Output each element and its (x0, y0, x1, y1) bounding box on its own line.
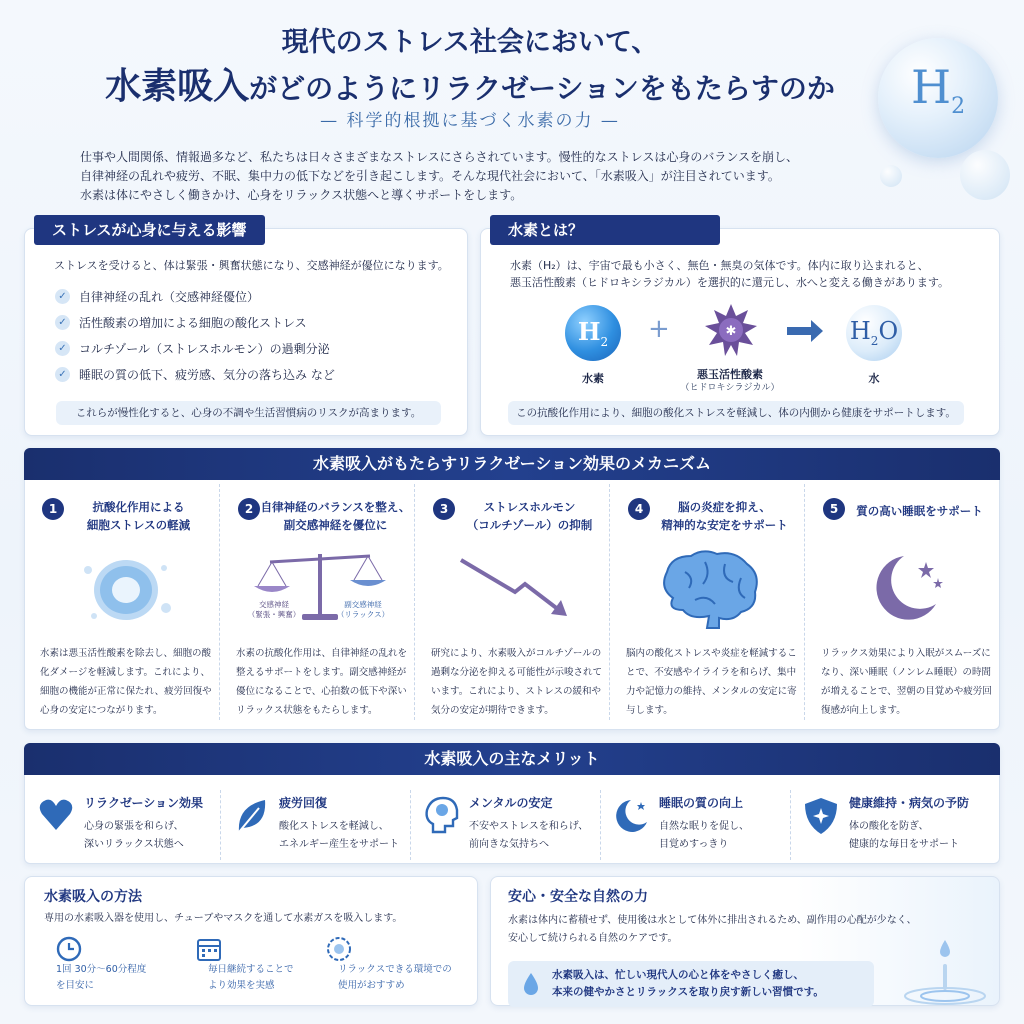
hydrogen-label: 水素 (582, 372, 604, 385)
method-lead: 専用の水素吸入器を使用し、チューブやマスクを通して水素ガスを吸入します。 (44, 913, 403, 924)
mechanism-title: 脳の炎症を抑え、 精神的な安定をサポート (661, 500, 788, 532)
mechanism-item-4 (609, 484, 804, 720)
hydrogen-card-title: 水素とは？ (490, 215, 720, 245)
hydrogen-lead-line: 水素（H₂）は、宇宙で最も小さく、無色・無臭の気体です。体内に取り込まれると、 (510, 259, 929, 272)
head-brain-icon (423, 796, 459, 836)
method-text: リラックスできる環境での 使用がおすすめ (338, 964, 452, 991)
bubble-decoration (960, 150, 1010, 200)
list-item: ✓ 自律神経の乱れ（交感神経優位） (55, 283, 335, 309)
title-emphasis: 水素吸入 (105, 65, 250, 107)
mechanism-body: 水素は悪玉活性酸素を除去し、細胞の酸化ダメージを軽減します。これにより、細胞の機能が正常に保たれ、疲労回復や心身の安定につながります。 (40, 648, 212, 716)
mechanism-item-5 (804, 484, 1000, 720)
method-item (50, 934, 188, 994)
radical-sublabel: （ヒドロキシラジカル） (680, 383, 780, 393)
mechanism-band-title: 水素吸入がもたらすリラクゼーション効果のメカニズム (24, 448, 1000, 480)
bubble-decoration (880, 165, 902, 187)
method-text: 毎日継続することで より効果を実感 (208, 964, 294, 991)
check-icon: ✓ (55, 341, 70, 356)
stress-lead: ストレスを受けると、体は緊張・興奮状態になり、交感神経が優位になります。 (54, 259, 449, 272)
water-molecule-icon: $H_2O$ (846, 305, 902, 361)
arrow-right-icon (785, 318, 825, 344)
h2-bubble-icon (878, 38, 998, 158)
moon-stars-icon (860, 548, 950, 628)
down-trend-arrow-icon (455, 554, 575, 624)
clock-icon (56, 936, 82, 962)
merit-body: 不安やストレスを和らげ、 前向きな気持ちへ (469, 821, 589, 850)
water-label: 水 (868, 372, 880, 385)
merit-body: 自然な眠りを促し、 目覚めすっきり (659, 821, 749, 850)
relax-icon (326, 936, 352, 962)
svg-text:✱: ✱ (725, 324, 737, 339)
intro-line: 水素は体にやさしく働きかけ、心身をリラックス状態へと導くサポートをします。 (80, 188, 523, 202)
list-item: ✓ コルチゾール（ストレスホルモン）の過剰分泌 (55, 335, 335, 361)
mechanism-title: 質の高い睡眠をサポート (856, 504, 983, 518)
calendar-icon (196, 936, 222, 962)
merits-band-title: 水素吸入の主なメリット (24, 743, 1000, 775)
method-title: 水素吸入の方法 (44, 889, 142, 905)
safety-note-text (552, 967, 824, 1001)
intro-line: 仕事や人間関係、情報過多など、私たちは日々さまざまなストレスにさらされています。慢性的なストレスは心身のバランスを崩し、 (80, 150, 798, 164)
step-number: 1 (42, 498, 64, 520)
mechanism-item-1 (24, 484, 219, 720)
hydrogen-note: この抗酸化作用により、細胞の酸化ストレスを軽減し、体の内側から健康をサポートします。 (508, 401, 964, 425)
merit-item (220, 790, 410, 860)
merit-body: 酸化ストレスを軽減し、 エネルギー産生をサポート (279, 821, 399, 850)
brain-icon (655, 548, 765, 632)
mechanism-title: ストレスホルモン （コルチゾール）の抑制 (466, 500, 593, 532)
safety-note (508, 961, 874, 1007)
header (0, 0, 1024, 210)
step-number: 2 (238, 498, 260, 520)
radical-icon (703, 302, 759, 358)
water-splash-icon (900, 930, 990, 1010)
plus-icon: + (648, 314, 670, 344)
mechanism-item-3 (414, 484, 609, 720)
hydrogen-molecule-icon: $H_2$ (565, 305, 621, 361)
merit-body: 心身の緊張を和らげ、 深いリラックス状態へ (84, 821, 184, 850)
title-line1: 現代のストレス社会において、 (281, 27, 659, 58)
mechanism-body: 研究により、水素吸入がコルチゾールの過剰な分泌を抑える可能性が示唆されています。これにより、ストレスの緩和や気分の安定が期待できます。 (431, 648, 603, 716)
step-number: 3 (433, 498, 455, 520)
intro-text (80, 148, 870, 205)
check-icon: ✓ (55, 315, 70, 330)
cell-shield-icon (76, 550, 176, 630)
title-rest: がどのようにリラクゼーションをもたらすのか (249, 72, 835, 105)
safety-lead: 水素は体内に蓄積せず、使用後は水として体外に排出されるため、副作用の心配が少なく、 安心して続けられる自然のケアです。 (508, 915, 917, 944)
shield-icon (803, 796, 839, 836)
mechanism-title: 抗酸化作用による 細胞ストレスの軽減 (86, 500, 191, 532)
step-number: 5 (823, 498, 845, 520)
mechanism-title: 自律神経のバランスを整え、 副交感神経を優位に (260, 500, 411, 532)
mechanism-item-2 (219, 484, 414, 720)
scale-right-label: 副交感神経 （リラックス） (336, 600, 390, 619)
stress-note: これらが慢性化すると、心身の不調や生活習慣病のリスクが高まります。 (56, 401, 441, 425)
check-icon: ✓ (55, 289, 70, 304)
step-number: 4 (628, 498, 650, 520)
list-item: ✓ 睡眠の質の低下、疲労感、気分の落ち込み など (55, 361, 335, 387)
mechanism-body: リラックス効果により入眠がスムーズになり、深い睡眠（ノンレム睡眠）の時間が増えることで、翌朝の目覚めや疲労回復感が向上します。 (821, 648, 992, 716)
merit-body: 体の酸化を防ぎ、 健康的な毎日をサポート (849, 821, 959, 850)
merit-item (600, 790, 790, 860)
method-item (320, 934, 470, 994)
merit-title: 睡眠の質の向上 (659, 796, 744, 810)
method-text: 1回 30分〜60分程度 を目安に (56, 964, 147, 991)
merit-title: 健康維持・病気の予防 (849, 796, 970, 810)
mechanism-body: 水素の抗酸化作用は、自律神経の乱れを整えるサポートをします。副交感神経が優位になることで、心拍数の低下や深いリラックス状態をもたらします。 (236, 648, 408, 716)
check-icon: ✓ (55, 367, 70, 382)
stress-card-title: ストレスが心身に与える影響 (34, 215, 265, 245)
subtitle: — 科学的根拠に基づく水素の力 — (320, 111, 620, 131)
mechanism-body: 脳内の酸化ストレスや炎症を軽減することで、不安感やイライラを和らげ、集中力や記憶力の維持、メンタルの安定に寄与します。 (626, 648, 797, 716)
hydrogen-lead (510, 257, 990, 291)
stress-list (55, 283, 335, 387)
list-item: ✓ 活性酸素の増加による細胞の酸化ストレス (55, 309, 335, 335)
merit-title: 疲労回復 (279, 796, 328, 810)
hydrogen-lead-line: 悪玉活性酸素（ヒドロキシラジカル）を選択的に還元し、水へと変える働きがあります。 (510, 276, 950, 289)
title-line2 (30, 58, 910, 109)
intro-line: 自律神経の乱れや疲労、不眠、集中力の低下などを引き起こします。そんな現代社会において、「水素吸入」が注目されています。 (80, 169, 780, 183)
water-drop-icon (522, 971, 540, 997)
merit-item (790, 790, 998, 860)
safety-title: 安心・安全な自然の力 (508, 889, 648, 905)
h2-symbol: $H_2$ (910, 60, 966, 120)
merit-title: メンタルの安定 (469, 796, 553, 810)
moon-icon (613, 796, 649, 836)
scale-left-label: 交感神経 （緊張・興奮） (247, 600, 301, 619)
merit-item (410, 790, 600, 860)
merit-item (26, 790, 216, 860)
heart-icon (38, 796, 74, 836)
safety-note-line: 水素吸入は、忙しい現代人の心と体をやさしく癒し、 (552, 969, 804, 981)
method-item (190, 934, 328, 994)
merit-title: リラクゼーション効果 (84, 796, 204, 810)
leaf-icon (233, 796, 269, 836)
radical-label: 悪玉活性酸素 (697, 368, 763, 381)
safety-note-line: 本来の健やかさとリラックスを取り戻す新しい習慣です。 (552, 986, 824, 998)
